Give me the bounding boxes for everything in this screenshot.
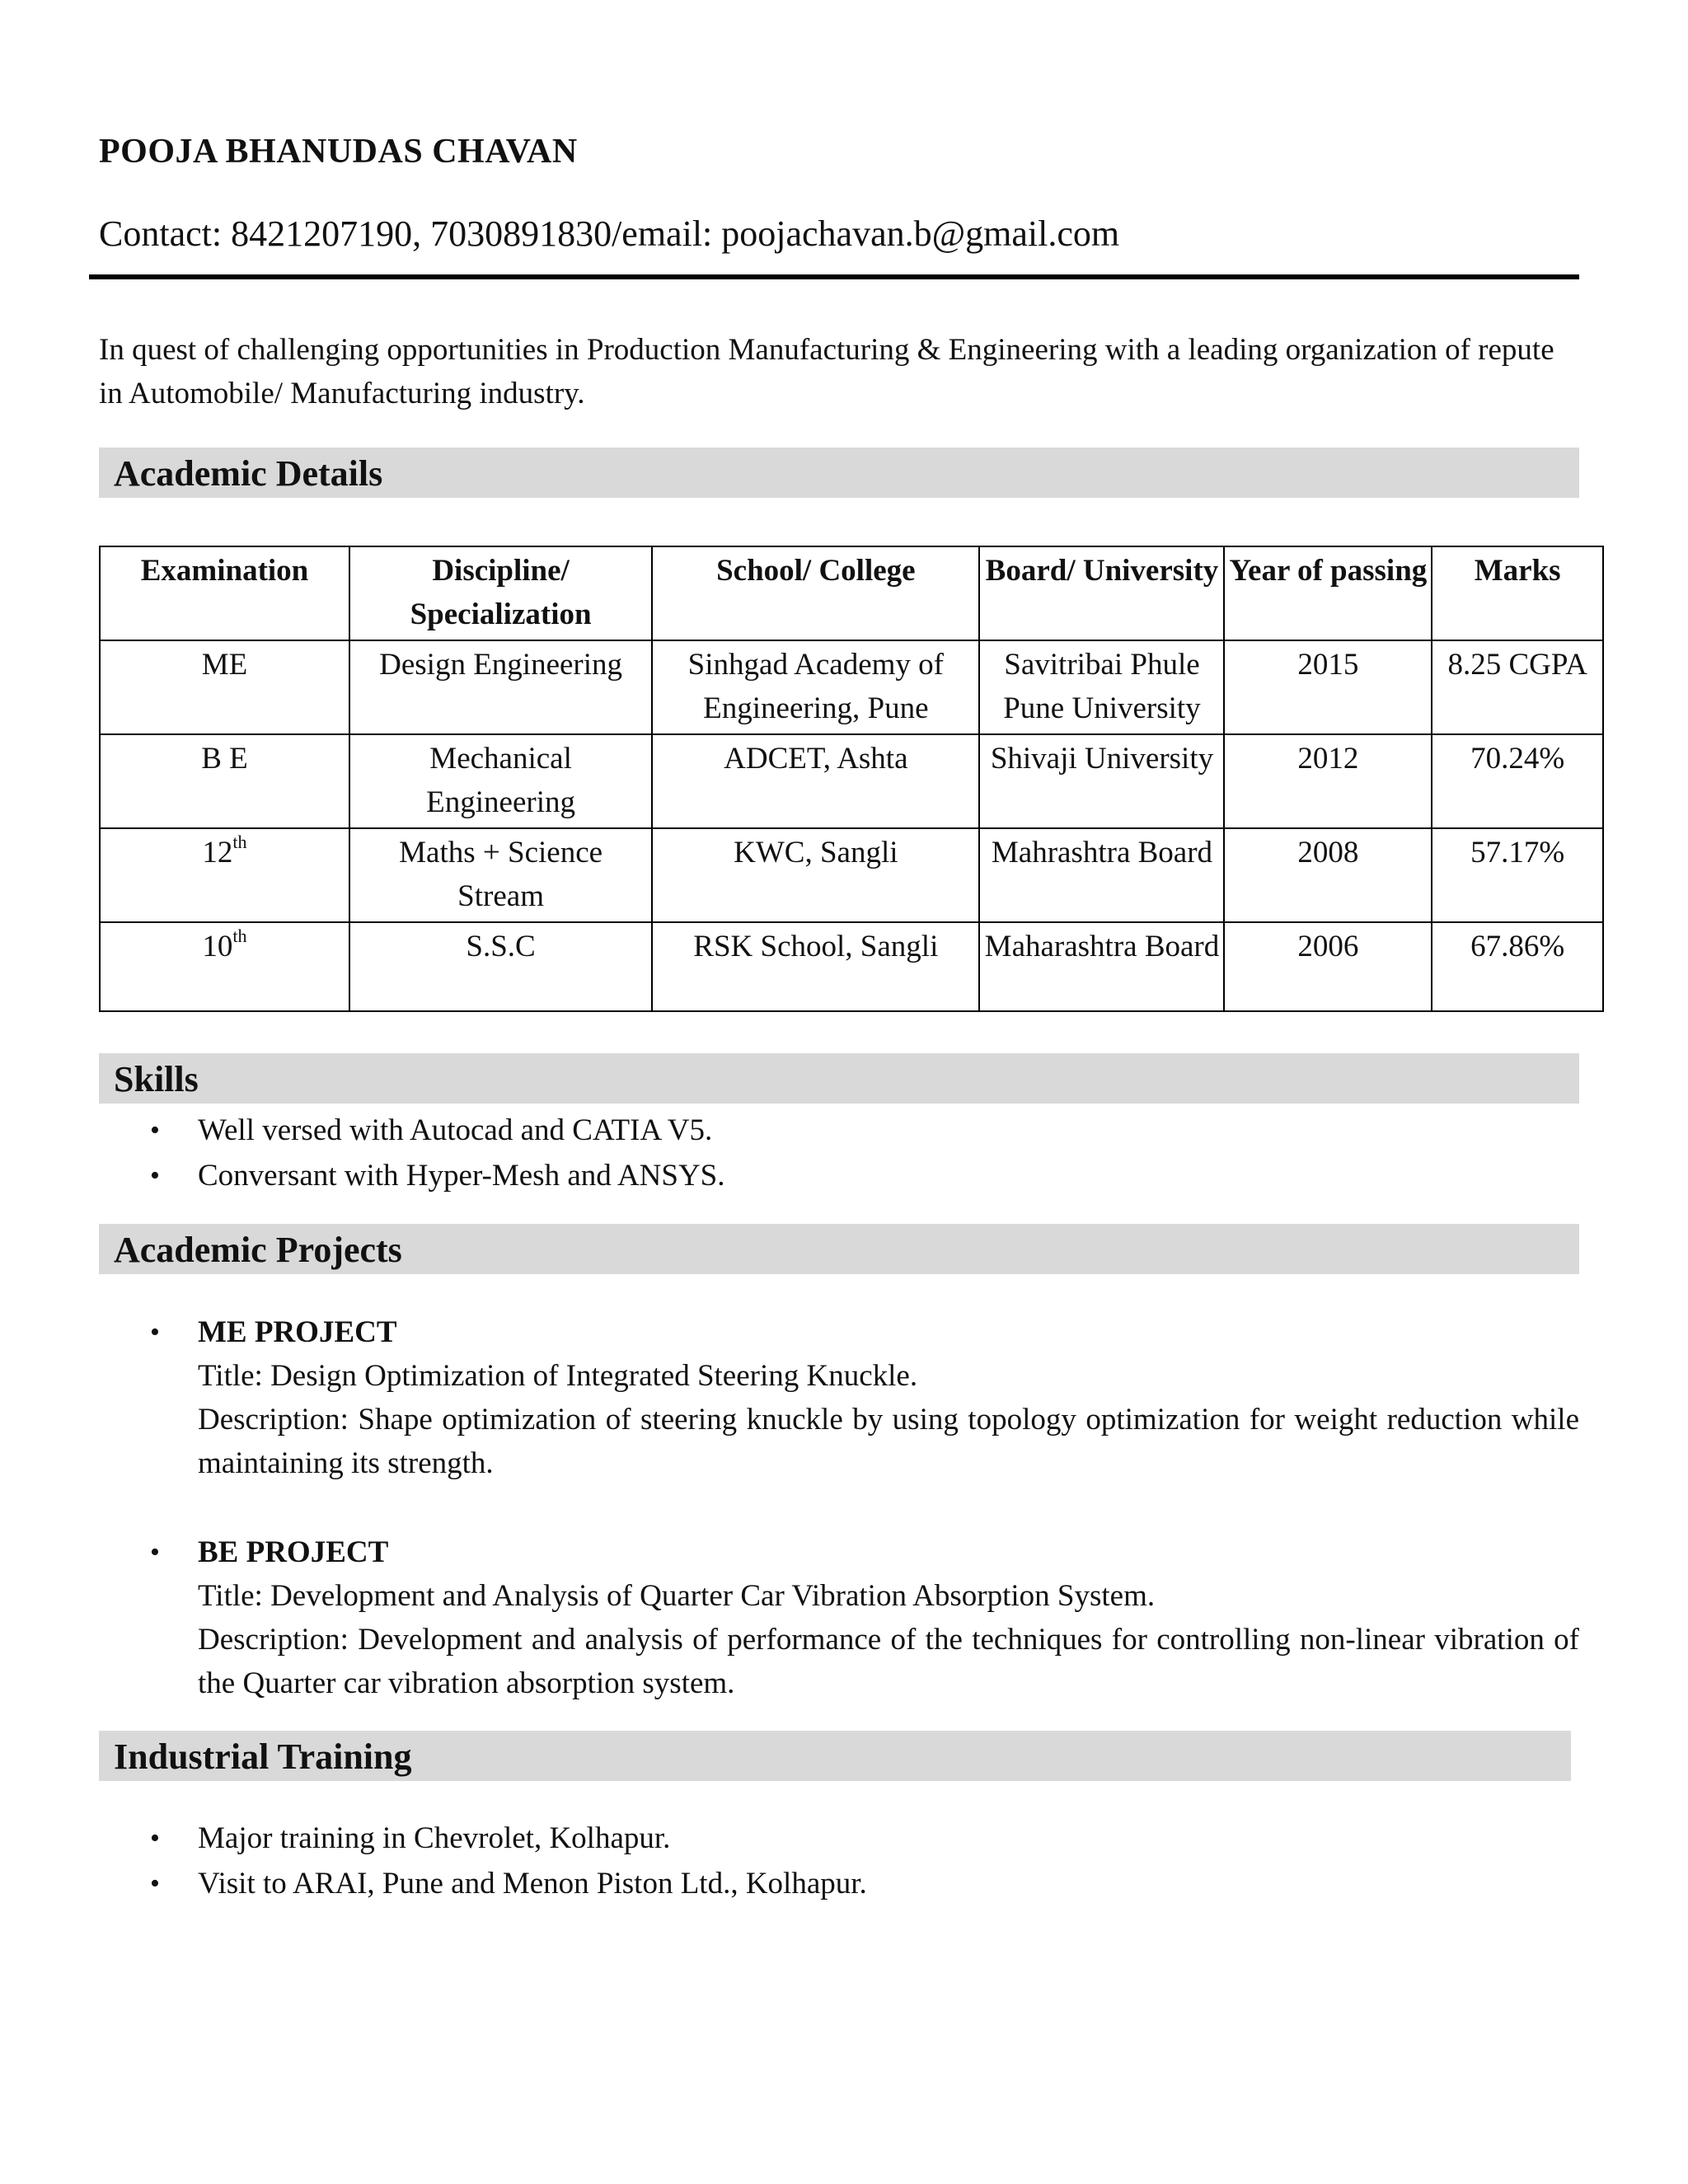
column-header: Discipline/ Specialization xyxy=(349,546,652,640)
list-item: • Well versed with Autocad and CATIA V5. xyxy=(99,1108,1579,1153)
marks-cell: 8.25 CGPA xyxy=(1432,640,1603,734)
discipline-cell: Design Engineering xyxy=(349,640,652,734)
table-row xyxy=(100,640,1603,734)
exam-cell: ME xyxy=(100,640,349,734)
header-divider xyxy=(89,274,1579,279)
school-cell: RSK School, Sangli xyxy=(652,922,979,1011)
contact-line: Contact: 8421207190, 7030891830/email: poojachavan.b@gmail.com xyxy=(99,213,1120,254)
project-description: Description: Development and analysis of performance of the techniques for controlling non-linear vibration of the Quarter car vibration absorption system. xyxy=(198,1623,1579,1700)
column-header: Year of passing xyxy=(1224,546,1432,640)
board-cell: Shivaji University xyxy=(979,734,1224,828)
year-cell: 2012 xyxy=(1224,734,1432,828)
project-title: Title: Development and Analysis of Quarter Car Vibration Absorption System. xyxy=(198,1579,1156,1613)
section-skills xyxy=(99,1053,1579,1104)
list-item: • Major training in Chevrolet, Kolhapur. xyxy=(99,1816,1579,1861)
list-item: • Conversant with Hyper-Mesh and ANSYS. xyxy=(99,1153,1579,1198)
candidate-name: POOJA BHANUDAS CHAVAN xyxy=(99,133,578,171)
marks-cell: 57.17% xyxy=(1432,828,1603,922)
discipline-cell: S.S.C xyxy=(349,922,652,1011)
board-cell: Savitribai Phule Pune University xyxy=(979,640,1224,734)
project-title: Title: Design Optimization of Integrated Steering Knuckle. xyxy=(198,1359,918,1393)
discipline-cell: Mechanical Engineering xyxy=(349,734,652,828)
section-industrial-training xyxy=(99,1731,1571,1781)
year-cell: 2015 xyxy=(1224,640,1432,734)
school-cell: KWC, Sangli xyxy=(652,828,979,922)
bullet-icon: • xyxy=(150,1160,160,1191)
discipline-cell: Maths + Science Stream xyxy=(349,828,652,922)
exam-cell: B E xyxy=(100,734,349,828)
school-cell: Sinhgad Academy of Engineering, Pune xyxy=(652,640,979,734)
marks-cell: 67.86% xyxy=(1432,922,1603,1011)
marks-cell: 70.24% xyxy=(1432,734,1603,828)
bullet-icon: • xyxy=(150,1317,160,1347)
board-cell: Maharashtra Board xyxy=(979,922,1224,1011)
table-row xyxy=(100,734,1603,828)
table-row xyxy=(100,828,1603,922)
column-header: School/ College xyxy=(652,546,979,640)
skills-list xyxy=(99,1108,1579,1198)
project-description: Description: Shape optimization of steering knuckle by using topology optimization for weight reduction while maintaining its strength. xyxy=(198,1403,1579,1480)
section-heading: Skills xyxy=(114,1059,199,1099)
year-cell: 2006 xyxy=(1224,922,1432,1011)
section-academic-projects xyxy=(99,1224,1579,1274)
table-row xyxy=(100,922,1603,1011)
school-cell: ADCET, Ashta xyxy=(652,734,979,828)
year-cell: 2008 xyxy=(1224,828,1432,922)
exam-cell: 12th xyxy=(100,828,349,922)
exam-cell: 10th xyxy=(100,922,349,1011)
bullet-icon: • xyxy=(150,1115,160,1146)
list-item: • Visit to ARAI, Pune and Menon Piston Ltd., Kolhapur. xyxy=(99,1861,1579,1906)
project-label: ME PROJECT xyxy=(198,1315,397,1349)
section-academic-details xyxy=(99,448,1579,498)
table-header-row xyxy=(100,546,1603,640)
bullet-icon: • xyxy=(150,1823,160,1854)
bullet-icon: • xyxy=(150,1537,160,1568)
board-cell: Mahrashtra Board xyxy=(979,828,1224,922)
column-header: Board/ University xyxy=(979,546,1224,640)
bullet-icon: • xyxy=(150,1868,160,1899)
career-objective: In quest of challenging opportunities in Production Manufacturing & Engineering with a leading organization of repute in Automobile/ Manufacturing industry. xyxy=(99,333,1554,410)
project-item xyxy=(99,1310,1579,1485)
column-header: Examination xyxy=(100,546,349,640)
project-label: BE PROJECT xyxy=(198,1535,389,1569)
column-header: Marks xyxy=(1432,546,1603,640)
section-heading: Academic Details xyxy=(114,453,383,494)
project-item xyxy=(99,1530,1579,1705)
section-heading: Academic Projects xyxy=(114,1230,402,1270)
section-heading: Industrial Training xyxy=(114,1736,412,1777)
academic-table xyxy=(99,546,1604,1012)
training-list xyxy=(99,1816,1579,1906)
